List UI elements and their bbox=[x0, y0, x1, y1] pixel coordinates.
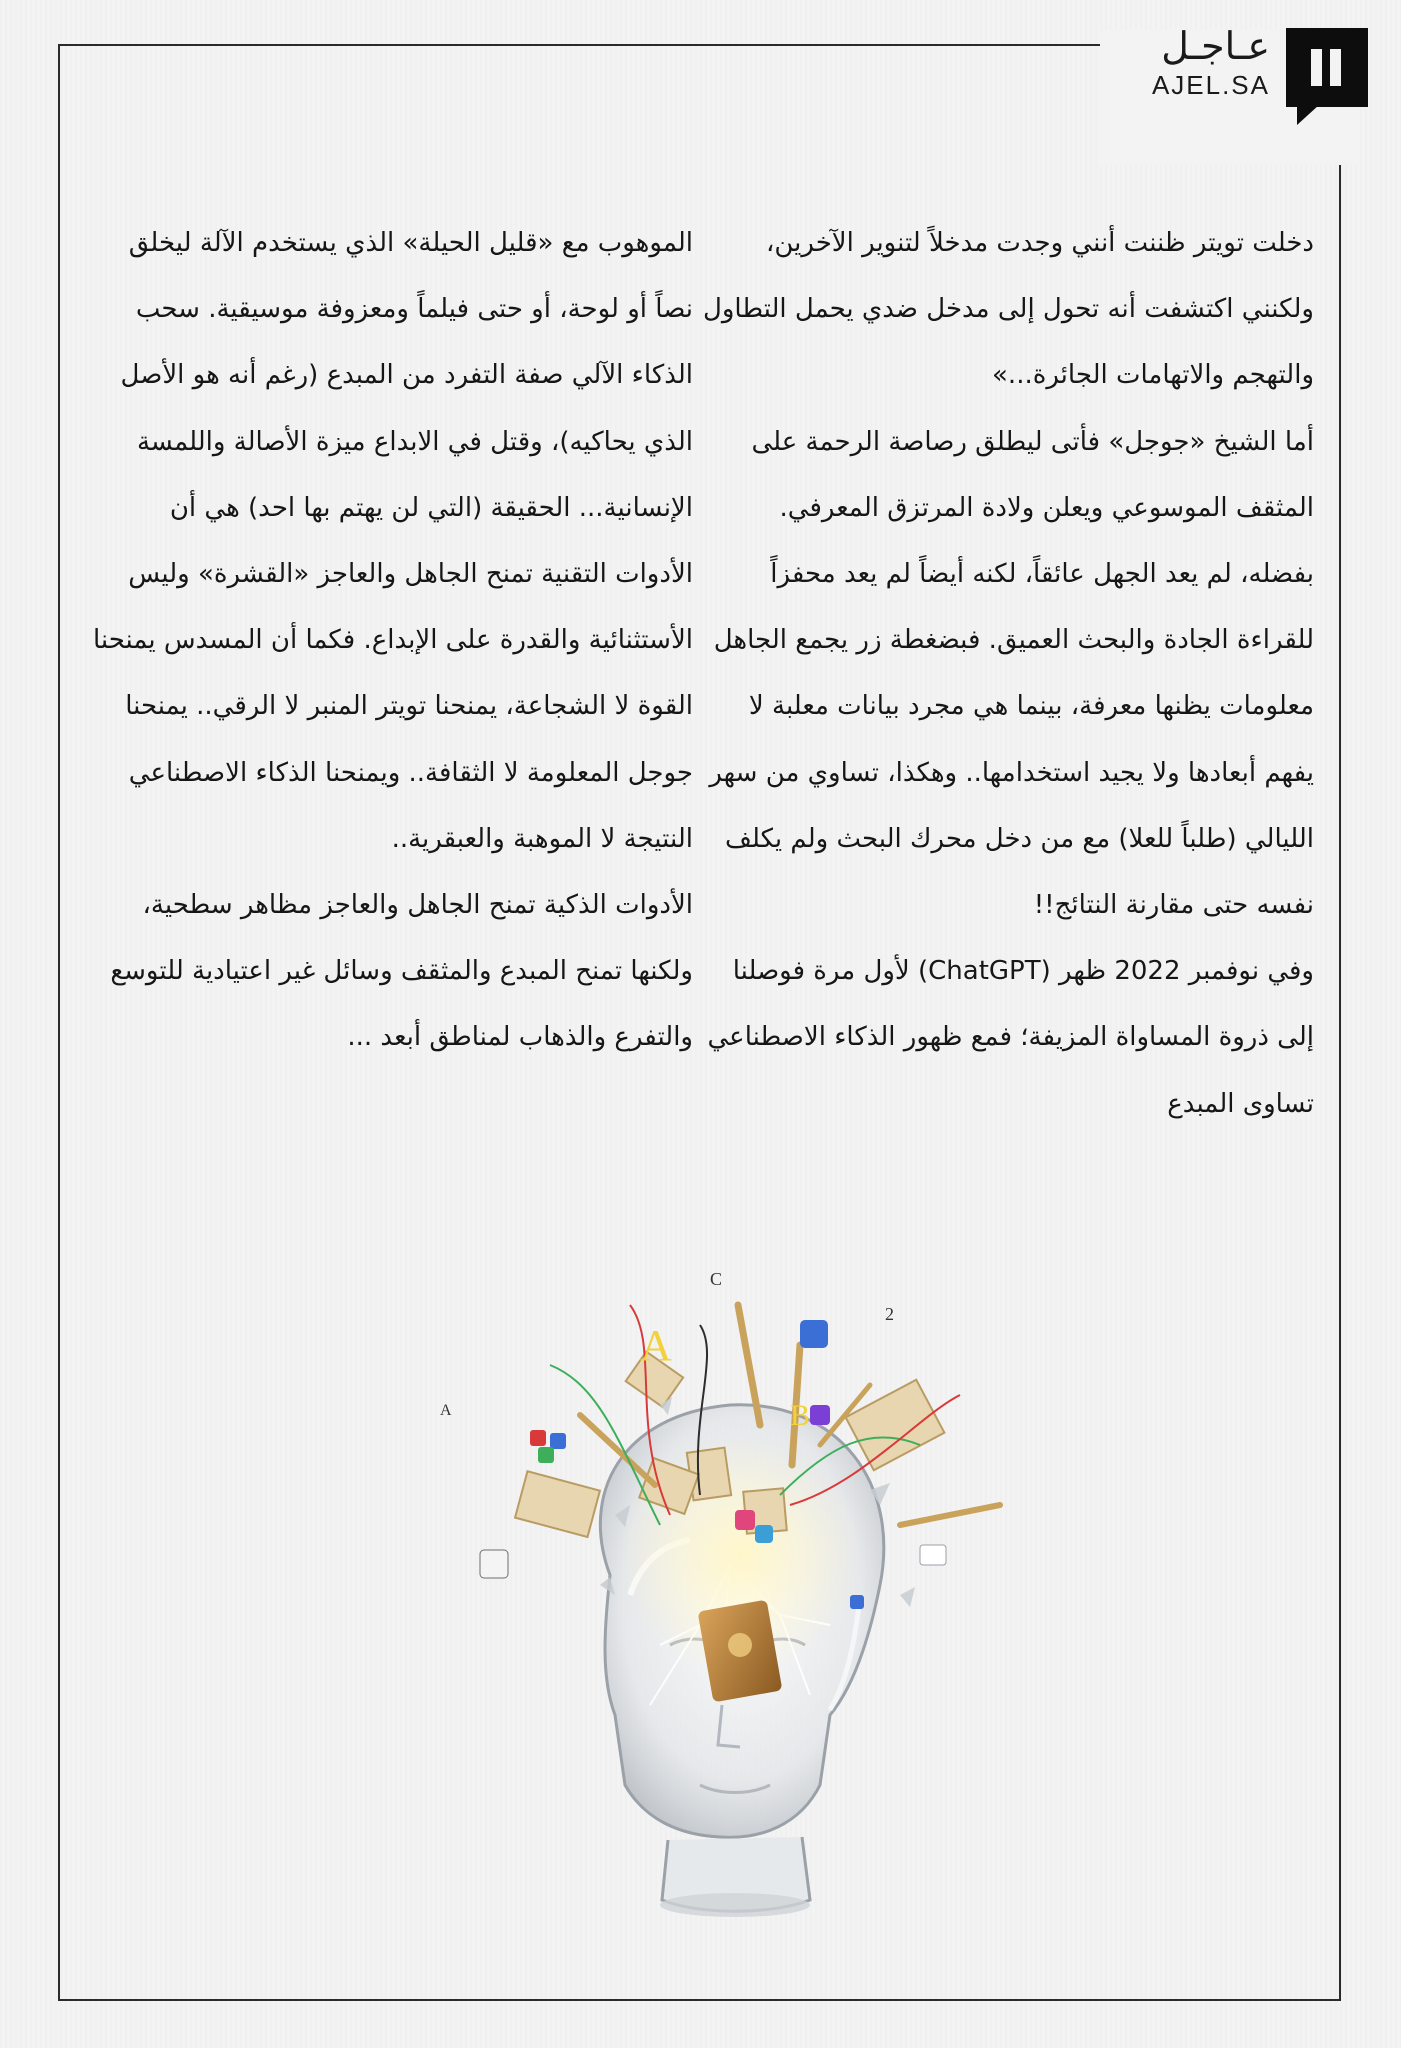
app-icon bbox=[530, 1430, 546, 1446]
app-icon bbox=[735, 1510, 755, 1530]
app-icon bbox=[800, 1320, 828, 1348]
paragraph: وفي نوفمبر 2022 ظهر (ChatGPT) لأول مرة فوصلنا إلى ذروة المساواة المزيفة؛ فمع ظهور الذكاء الاصطناعي تساوى المبدع bbox=[707, 956, 1314, 1119]
app-icon bbox=[810, 1405, 830, 1425]
app-icon bbox=[850, 1595, 864, 1609]
logo-latin: AJEL.SA bbox=[1151, 70, 1270, 100]
app-icon bbox=[550, 1433, 566, 1449]
article-column-left bbox=[85, 210, 693, 1071]
letter: A bbox=[640, 1321, 672, 1370]
ajel-logo-icon bbox=[1286, 28, 1368, 107]
app-icon bbox=[538, 1447, 554, 1463]
paragraph: دخلت تويتر ظننت أنني وجدت مدخلاً لتنوير الآخرين، ولكنني اكتشفت أنه تحول إلى مدخل ضدي يحمل التطاول والتهجم والاتهامات الجائرة...» bbox=[702, 228, 1314, 391]
app-icon bbox=[480, 1550, 508, 1578]
paragraph: الأدوات الذكية تمنح الجاهل والعاجز مظاهر سطحية، ولكنها تمنح المبدع والمثقف وسائل غير اعتيادية للتوسع والتفرع والذهاب لمناطق أبعد ... bbox=[110, 890, 693, 1053]
letter: A bbox=[440, 1402, 452, 1419]
app-icon bbox=[755, 1525, 773, 1543]
app-icon bbox=[920, 1545, 946, 1565]
logo-arabic: عـاجـل bbox=[1161, 24, 1270, 68]
article-column-right bbox=[700, 210, 1314, 1137]
letter: B bbox=[790, 1399, 811, 1432]
exploding-glass-head-illustration bbox=[400, 1265, 1080, 1925]
letter: 2 bbox=[885, 1304, 894, 1324]
letter: C bbox=[710, 1269, 723, 1289]
paragraph: الموهوب مع «قليل الحيلة» الذي يستخدم الآلة ليخلق نصاً أو لوحة، أو حتى فيلماً ومعزوفة موسيقية. سحب الذكاء الآلي صفة التفرد من المبدع (رغم أنه هو الأصل الذي يحاكيه)، وقتل في الابداع ميزة الأصالة واللمسة الإنسانية... الحقيقة (التي لن يهتم بها احد) هي أن الأدوات التقنية تمنح الجاهل والعاجز «القشرة» وليس الأستثنائية والقدرة على الإبداع. فكما أن المسدس يمنحنا القوة لا الشجاعة، يمنحنا تويتر المنبر لا الرقي.. يمنحنا جوجل المعلومة لا الثقافة.. ويمنحنا الذكاء الاصطناعي النتيجة لا الموهبة والعبقرية.. bbox=[92, 228, 693, 854]
paragraph: أما الشيخ «جوجل» فأتى ليطلق رصاصة الرحمة على المثقف الموسوعي ويعلن ولادة المرتزق المعرفي. بفضله، لم يعد الجهل عائقاً، لكنه أيضاً لم يعد محفزاً للقراءة الجادة والبحث العميق. فبضغطة زر يجمع الجاهل معلومات يظنها معرفة، بينما هي مجرد بيانات معلبة لا يفهم أبعادها ولا يجيد استخدامها.. وهكذا، تساوي من سهر الليالي (طلباً للعلا) مع من دخل محرك البحث ولم يكلف نفسه حتى مقارنة النتائج!! bbox=[709, 426, 1314, 921]
